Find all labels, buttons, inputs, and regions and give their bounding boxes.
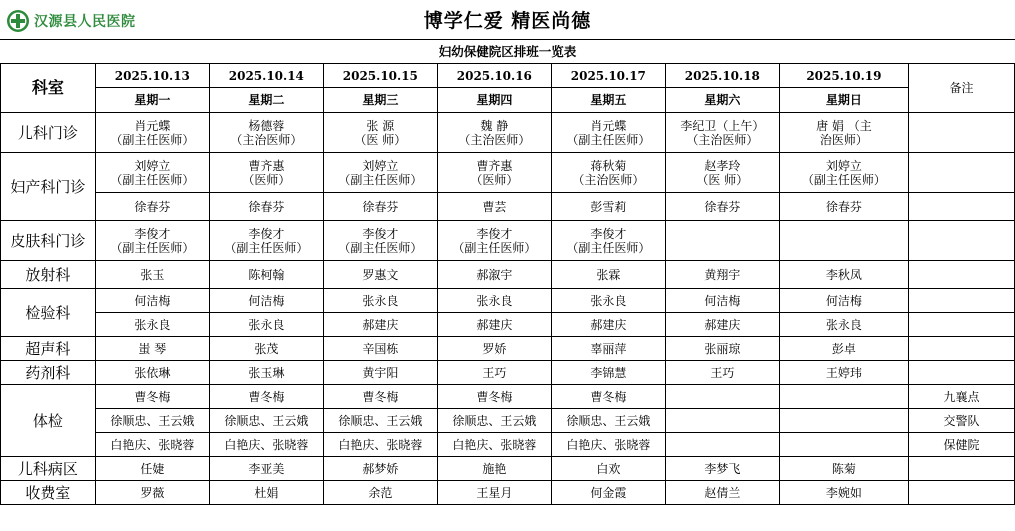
schedule-cell: 何洁梅 bbox=[779, 289, 908, 313]
staff-title: （副主任医师） bbox=[110, 172, 195, 187]
physical-exam-row bbox=[1, 385, 1015, 409]
staff-title: （医师） bbox=[242, 172, 291, 187]
schedule-cell: 赵倩兰 bbox=[665, 481, 779, 505]
staff-title: （副主任医师） bbox=[338, 172, 423, 187]
staff-title: （主治医师） bbox=[458, 132, 531, 147]
note-cell bbox=[908, 361, 1014, 385]
note-cell: 交警队 bbox=[908, 409, 1014, 433]
note-cell: 保健院 bbox=[908, 433, 1014, 457]
schedule-cell: 黄翔宇 bbox=[665, 261, 779, 289]
dept-label: 皮肤科门诊 bbox=[1, 221, 96, 261]
pediatrics-row bbox=[1, 113, 1015, 153]
schedule-cell: 蚩 琴 bbox=[95, 337, 209, 361]
schedule-cell bbox=[665, 113, 779, 153]
dept-label: 检验科 bbox=[1, 289, 96, 337]
staff-title: （医 师） bbox=[354, 132, 407, 147]
weekday-header: 星期六 bbox=[665, 88, 779, 113]
schedule-cell bbox=[437, 113, 551, 153]
staff-title: （副主任医师） bbox=[566, 132, 651, 147]
schedule-cell bbox=[779, 153, 908, 193]
note-cell bbox=[908, 193, 1014, 221]
staff-name: 蒋秋菊 bbox=[590, 158, 627, 173]
schedule-cell: 何金霞 bbox=[551, 481, 665, 505]
schedule-cell: 张永良 bbox=[437, 289, 551, 313]
note-cell bbox=[908, 113, 1014, 153]
schedule-cell bbox=[551, 221, 665, 261]
schedule-cell bbox=[437, 221, 551, 261]
schedule-cell: 张永良 bbox=[551, 289, 665, 313]
schedule-cell bbox=[665, 153, 779, 193]
staff-title: （副主任医师） bbox=[801, 172, 886, 187]
staff-title: （主治医师） bbox=[230, 132, 303, 147]
schedule-cell bbox=[323, 153, 437, 193]
note-cell bbox=[908, 261, 1014, 289]
schedule-cell: 张依琳 bbox=[95, 361, 209, 385]
staff-title: （医师） bbox=[470, 172, 519, 187]
schedule-cell: 王巧 bbox=[437, 361, 551, 385]
staff-title: （主治医师） bbox=[572, 172, 645, 187]
schedule-cell: 徐春芬 bbox=[323, 193, 437, 221]
date-header: 2025.10.19 bbox=[779, 64, 908, 88]
lab-row bbox=[1, 289, 1015, 313]
schedule-cell: 王婷玮 bbox=[779, 361, 908, 385]
schedule-cell bbox=[665, 409, 779, 433]
dept-label: 体检 bbox=[1, 385, 96, 457]
weekday-header: 星期二 bbox=[209, 88, 323, 113]
staff-name: 赵孝玲 bbox=[704, 158, 741, 173]
schedule-cell: 陈柯翰 bbox=[209, 261, 323, 289]
note-column-header: 备注 bbox=[908, 64, 1014, 113]
schedule-cell: 郝建庆 bbox=[665, 313, 779, 337]
pediatric-ward-row bbox=[1, 457, 1015, 481]
schedule-cell: 彭卓 bbox=[779, 337, 908, 361]
staff-name: 刘婷立 bbox=[362, 158, 399, 173]
staff-name: 魏 静 bbox=[480, 118, 509, 133]
weekday-header: 星期一 bbox=[95, 88, 209, 113]
dept-label: 超声科 bbox=[1, 337, 96, 361]
schedule-cell: 何洁梅 bbox=[209, 289, 323, 313]
staff-name: 曹齐惠 bbox=[248, 158, 285, 173]
note-cell bbox=[908, 221, 1014, 261]
pharmacy-row bbox=[1, 361, 1015, 385]
dept-label: 放射科 bbox=[1, 261, 96, 289]
staff-title: （副主任医师） bbox=[110, 132, 195, 147]
schedule-cell: 杜娟 bbox=[209, 481, 323, 505]
schedule-cell: 张茂 bbox=[209, 337, 323, 361]
date-header: 2025.10.17 bbox=[551, 64, 665, 88]
schedule-cell: 徐顺忠、王云娥 bbox=[437, 409, 551, 433]
page-title: 博学仁爱 精医尚德 bbox=[423, 10, 592, 32]
schedule-cell bbox=[209, 221, 323, 261]
dept-column-header: 科室 bbox=[1, 64, 96, 113]
schedule-cell bbox=[665, 385, 779, 409]
staff-name: 曹齐惠 bbox=[476, 158, 513, 173]
note-cell: 九襄点 bbox=[908, 385, 1014, 409]
schedule-body bbox=[1, 64, 1015, 505]
derm-row bbox=[1, 221, 1015, 261]
schedule-cell: 任婕 bbox=[95, 457, 209, 481]
date-header: 2025.10.15 bbox=[323, 64, 437, 88]
date-header: 2025.10.16 bbox=[437, 64, 551, 88]
schedule-cell: 黄宇阳 bbox=[323, 361, 437, 385]
staff-name: 李纪卫（上午） bbox=[680, 118, 765, 133]
schedule-cell: 罗薇 bbox=[95, 481, 209, 505]
schedule-table bbox=[0, 63, 1015, 505]
physical-exam-row bbox=[1, 409, 1015, 433]
schedule-cell bbox=[437, 153, 551, 193]
date-header: 2025.10.18 bbox=[665, 64, 779, 88]
schedule-cell: 陈菊 bbox=[779, 457, 908, 481]
dept-label: 收费室 bbox=[1, 481, 96, 505]
schedule-cell: 曹冬梅 bbox=[95, 385, 209, 409]
schedule-cell bbox=[779, 433, 908, 457]
weekday-header-row bbox=[1, 88, 1015, 113]
schedule-cell: 张玉琳 bbox=[209, 361, 323, 385]
schedule-cell: 曹冬梅 bbox=[437, 385, 551, 409]
weekday-header: 星期三 bbox=[323, 88, 437, 113]
staff-name: 刘婷立 bbox=[825, 158, 862, 173]
schedule-cell: 郝梦娇 bbox=[323, 457, 437, 481]
staff-title: （副主任医师） bbox=[110, 240, 195, 255]
staff-title: （医 师） bbox=[696, 172, 749, 187]
ultrasound-row bbox=[1, 337, 1015, 361]
schedule-cell: 李梦飞 bbox=[665, 457, 779, 481]
note-cell bbox=[908, 337, 1014, 361]
schedule-cell bbox=[551, 113, 665, 153]
staff-name: 李俊才 bbox=[362, 226, 399, 241]
page-header bbox=[0, 0, 1015, 40]
staff-name: 肖元蝶 bbox=[134, 118, 171, 133]
staff-title: （主治医师） bbox=[686, 132, 759, 147]
schedule-cell: 郝建庆 bbox=[437, 313, 551, 337]
staff-name: 李俊才 bbox=[590, 226, 627, 241]
staff-name: 张 源 bbox=[366, 118, 395, 133]
schedule-cell: 李婉如 bbox=[779, 481, 908, 505]
schedule-cell: 徐春芬 bbox=[779, 193, 908, 221]
date-header: 2025.10.14 bbox=[209, 64, 323, 88]
schedule-cell bbox=[779, 113, 908, 153]
weekday-header: 星期五 bbox=[551, 88, 665, 113]
schedule-cell: 张玉 bbox=[95, 261, 209, 289]
schedule-cell: 辜丽萍 bbox=[551, 337, 665, 361]
schedule-cell: 王星月 bbox=[437, 481, 551, 505]
schedule-cell: 白艳庆、张晓蓉 bbox=[551, 433, 665, 457]
schedule-cell: 李秋凤 bbox=[779, 261, 908, 289]
schedule-cell: 白艳庆、张晓蓉 bbox=[95, 433, 209, 457]
lab-row bbox=[1, 313, 1015, 337]
schedule-cell bbox=[779, 221, 908, 261]
dept-label: 儿科病区 bbox=[1, 457, 96, 481]
staff-name: 唐 娟 （主 bbox=[816, 118, 872, 133]
staff-name: 李俊才 bbox=[476, 226, 513, 241]
physical-exam-row bbox=[1, 433, 1015, 457]
schedule-cell: 何洁梅 bbox=[95, 289, 209, 313]
schedule-cell: 徐顺忠、王云娥 bbox=[551, 409, 665, 433]
schedule-cell: 郝建庆 bbox=[551, 313, 665, 337]
schedule-cell: 郝建庆 bbox=[323, 313, 437, 337]
schedule-cell bbox=[551, 153, 665, 193]
schedule-cell: 徐顺忠、王云娥 bbox=[209, 409, 323, 433]
dept-label: 妇产科门诊 bbox=[1, 153, 96, 221]
note-cell bbox=[908, 153, 1014, 193]
staff-name: 李俊才 bbox=[134, 226, 171, 241]
staff-name: 肖元蝶 bbox=[590, 118, 627, 133]
schedule-cell: 李锦慧 bbox=[551, 361, 665, 385]
schedule-cell bbox=[209, 113, 323, 153]
schedule-cell: 徐春芬 bbox=[209, 193, 323, 221]
schedule-cell: 郝溆宇 bbox=[437, 261, 551, 289]
date-header: 2025.10.13 bbox=[95, 64, 209, 88]
staff-title: 治医师） bbox=[819, 132, 868, 147]
schedule-cell: 张永良 bbox=[323, 289, 437, 313]
staff-title: （副主任医师） bbox=[224, 240, 309, 255]
staff-name: 杨德蓉 bbox=[248, 118, 285, 133]
dept-label: 儿科门诊 bbox=[1, 113, 96, 153]
schedule-cell bbox=[209, 153, 323, 193]
schedule-cell: 王巧 bbox=[665, 361, 779, 385]
schedule-cell bbox=[665, 433, 779, 457]
schedule-cell: 罗惠文 bbox=[323, 261, 437, 289]
schedule-cell: 曹冬梅 bbox=[323, 385, 437, 409]
schedule-cell: 辛国栋 bbox=[323, 337, 437, 361]
staff-title: （副主任医师） bbox=[452, 240, 537, 255]
schedule-cell: 罗娇 bbox=[437, 337, 551, 361]
schedule-cell: 徐顺忠、王云娥 bbox=[95, 409, 209, 433]
schedule-cell: 施艳 bbox=[437, 457, 551, 481]
schedule-cell: 白艳庆、张晓蓉 bbox=[323, 433, 437, 457]
staff-name: 李俊才 bbox=[248, 226, 285, 241]
schedule-cell: 徐顺忠、王云娥 bbox=[323, 409, 437, 433]
schedule-cell: 徐春芬 bbox=[95, 193, 209, 221]
schedule-cell: 曹冬梅 bbox=[551, 385, 665, 409]
schedule-cell bbox=[95, 153, 209, 193]
staff-name: 刘婷立 bbox=[134, 158, 171, 173]
schedule-cell: 白艳庆、张晓蓉 bbox=[209, 433, 323, 457]
staff-title: （副主任医师） bbox=[566, 240, 651, 255]
schedule-cell: 张永良 bbox=[209, 313, 323, 337]
note-cell bbox=[908, 289, 1014, 313]
schedule-cell: 徐春芬 bbox=[665, 193, 779, 221]
schedule-cell bbox=[323, 113, 437, 153]
schedule-cell: 李亚美 bbox=[209, 457, 323, 481]
weekday-header: 星期四 bbox=[437, 88, 551, 113]
obgyn-row bbox=[1, 193, 1015, 221]
schedule-cell: 彭雪莉 bbox=[551, 193, 665, 221]
schedule-cell: 张永良 bbox=[779, 313, 908, 337]
schedule-cell bbox=[779, 409, 908, 433]
schedule-cell: 白欢 bbox=[551, 457, 665, 481]
staff-title: （副主任医师） bbox=[338, 240, 423, 255]
weekday-header: 星期日 bbox=[779, 88, 908, 113]
schedule-cell: 白艳庆、张晓蓉 bbox=[437, 433, 551, 457]
schedule-cell: 曹冬梅 bbox=[209, 385, 323, 409]
schedule-subtitle: 妇幼保健院区排班一览表 bbox=[0, 40, 1015, 64]
schedule-cell bbox=[779, 385, 908, 409]
obgyn-row bbox=[1, 153, 1015, 193]
note-cell bbox=[908, 313, 1014, 337]
note-cell bbox=[908, 481, 1014, 505]
note-cell bbox=[908, 457, 1014, 481]
hospital-name: 汉源县人民医院 bbox=[34, 14, 136, 30]
schedule-cell: 曹芸 bbox=[437, 193, 551, 221]
schedule-cell: 张丽琼 bbox=[665, 337, 779, 361]
radiology-row bbox=[1, 261, 1015, 289]
dept-label: 药剂科 bbox=[1, 361, 96, 385]
cashier-row bbox=[1, 481, 1015, 505]
schedule-cell: 何洁梅 bbox=[665, 289, 779, 313]
schedule-cell bbox=[323, 221, 437, 261]
date-header-row bbox=[1, 64, 1015, 88]
schedule-cell bbox=[95, 221, 209, 261]
schedule-cell: 余范 bbox=[323, 481, 437, 505]
schedule-cell bbox=[665, 221, 779, 261]
schedule-cell: 张霖 bbox=[551, 261, 665, 289]
schedule-cell: 张永良 bbox=[95, 313, 209, 337]
schedule-cell bbox=[95, 113, 209, 153]
